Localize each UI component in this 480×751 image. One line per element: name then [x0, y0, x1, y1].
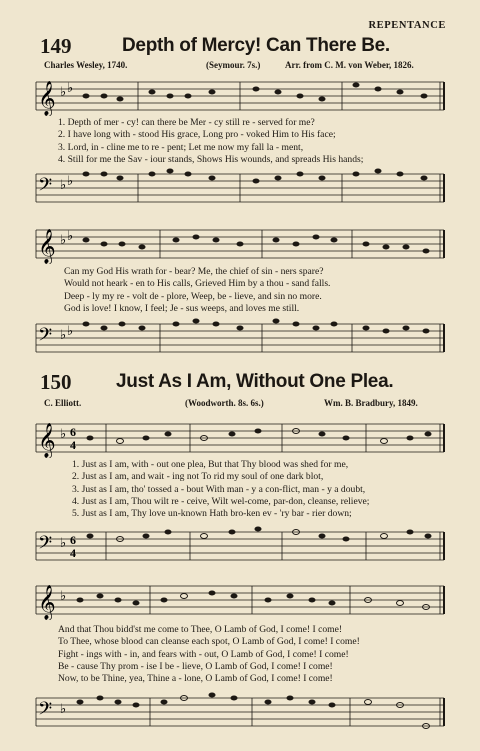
verse-line: Fight - ings with - in, and fears with - out, O Lamb of God, I come! I come! — [58, 648, 349, 660]
hymn-150-composer: Wm. B. Bradbury, 1849. — [324, 398, 418, 408]
verse-line: 2. I have long with - stood His grace, Long pro - voked Him to His face; — [58, 129, 336, 141]
hymn-149-verses-bottom — [64, 266, 330, 315]
svg-text:♭: ♭ — [67, 80, 74, 95]
svg-text:𝄞: 𝄞 — [38, 81, 56, 116]
svg-text:4: 4 — [70, 546, 76, 560]
svg-text:6: 6 — [70, 425, 76, 439]
verse-line: Can my God His wrath for - bear? Me, the chief of sin - ners spare? — [64, 266, 324, 277]
hymn-149-verses-top — [58, 117, 363, 166]
staff-treble-149-b — [0, 222, 480, 264]
staff-treble-149-a — [0, 74, 480, 116]
verse-line: 4. Just as I am, Thou wilt re - ceive, Wilt wel-come, par-don, cleanse, relieve; — [72, 495, 370, 507]
staff-bass-149-b — [0, 314, 480, 356]
verse-line: Now, to be Thine, yea, Thine a - lone, O Lamb of God, I come! I come! — [58, 673, 333, 685]
svg-text:♭: ♭ — [60, 535, 67, 550]
verse-line: 3. Just as I am, tho' tossed a - bout With man - y a con-flict, man - y a doubt, — [72, 483, 366, 495]
hymn-150-tune: (Woodworth. 8s. 6s.) — [185, 398, 264, 408]
hymn-150-author: C. Elliott. — [44, 398, 82, 408]
verse-line: God is love! I know, I feel; Je - sus weeps, and loves me still. — [64, 302, 300, 314]
svg-text:♭: ♭ — [60, 701, 67, 716]
staff-bass-150-a — [0, 522, 480, 566]
svg-text:♭: ♭ — [60, 84, 67, 99]
svg-text:♭: ♭ — [67, 173, 74, 188]
verse-line: 5. Just as I am, Thy love un-known Hath bro-ken ev - 'ry bar - rier down; — [72, 508, 352, 520]
svg-text:𝄞: 𝄞 — [38, 423, 56, 458]
hymn-150-number: 150 — [40, 370, 72, 394]
verse-line: Deep - ly my re - volt de - plore, Weep, be - lieve, and sin no more. — [64, 290, 322, 302]
svg-text:♭: ♭ — [60, 588, 67, 603]
hymn-149-composer: Arr. from C. M. von Weber, 1826. — [285, 60, 414, 70]
verse-line: 1. Depth of mer - cy! can there be Mer - cy still re - served for me? — [58, 117, 315, 128]
svg-text:4: 4 — [70, 438, 76, 452]
staff-bass-150-b — [0, 688, 480, 732]
svg-text:𝄢: 𝄢 — [38, 175, 53, 200]
verse-line: 3. Lord, in - cline me to re - pent; Let me now my fall la - ment, — [58, 141, 304, 153]
svg-text:♭: ♭ — [60, 426, 67, 441]
staff-bass-149-a — [0, 164, 480, 206]
svg-text:6: 6 — [70, 533, 76, 547]
hymn-149-credits — [0, 60, 480, 72]
staff-treble-150-a — [0, 416, 480, 458]
verse-line: 1. Just as I am, with - out one plea, But that Thy blood was shed for me, — [72, 459, 349, 470]
hymn-149-title: Depth of Mercy! Can There Be. — [122, 35, 390, 56]
svg-text:♭: ♭ — [60, 177, 67, 192]
hymn-149-number: 149 — [40, 34, 72, 58]
svg-text:♭: ♭ — [67, 228, 74, 243]
hymn-150-credits — [0, 398, 480, 410]
verse-line: 2. Just as I am, and wait - ing not To rid my soul of one dark blot, — [72, 471, 324, 483]
svg-text:𝄢: 𝄢 — [38, 699, 53, 724]
svg-text:𝄢: 𝄢 — [38, 533, 53, 558]
svg-text:𝄢: 𝄢 — [38, 325, 53, 350]
hymn-149-author: Charles Wesley, 1740. — [44, 60, 128, 70]
hymn-150-verses-top — [72, 459, 369, 520]
verse-line: And that Thou bidd'st me come to Thee, O Lamb of God, I come! I come! — [58, 624, 343, 635]
svg-text:♭: ♭ — [60, 327, 67, 342]
hymn-149-tune: (Seymour. 7s.) — [206, 60, 261, 70]
verse-line: Would not heark - en to His calls, Grieved Him by a thou - sand falls. — [64, 278, 331, 290]
svg-text:𝄞: 𝄞 — [38, 229, 56, 264]
hymn-150-title: Just As I Am, Without One Plea. — [116, 371, 394, 392]
verse-line: Be - cause Thy prom - ise I be - lieve, O Lamb of God, I come! I come! — [58, 660, 333, 672]
svg-text:♭: ♭ — [60, 232, 67, 247]
verse-line: 4. Still for me the Sav - iour stands, Shows His wounds, and spreads His hands; — [58, 153, 364, 165]
svg-text:♭: ♭ — [67, 323, 74, 338]
hymn-150-verses-bottom — [58, 624, 360, 685]
verse-line: To Thee, whose blood can cleanse each spot, O Lamb of God, I come! I come! — [58, 636, 360, 648]
staff-treble-150-b — [0, 578, 480, 620]
svg-text:𝄞: 𝄞 — [38, 585, 56, 620]
section-label: REPENTANCE — [368, 20, 446, 31]
